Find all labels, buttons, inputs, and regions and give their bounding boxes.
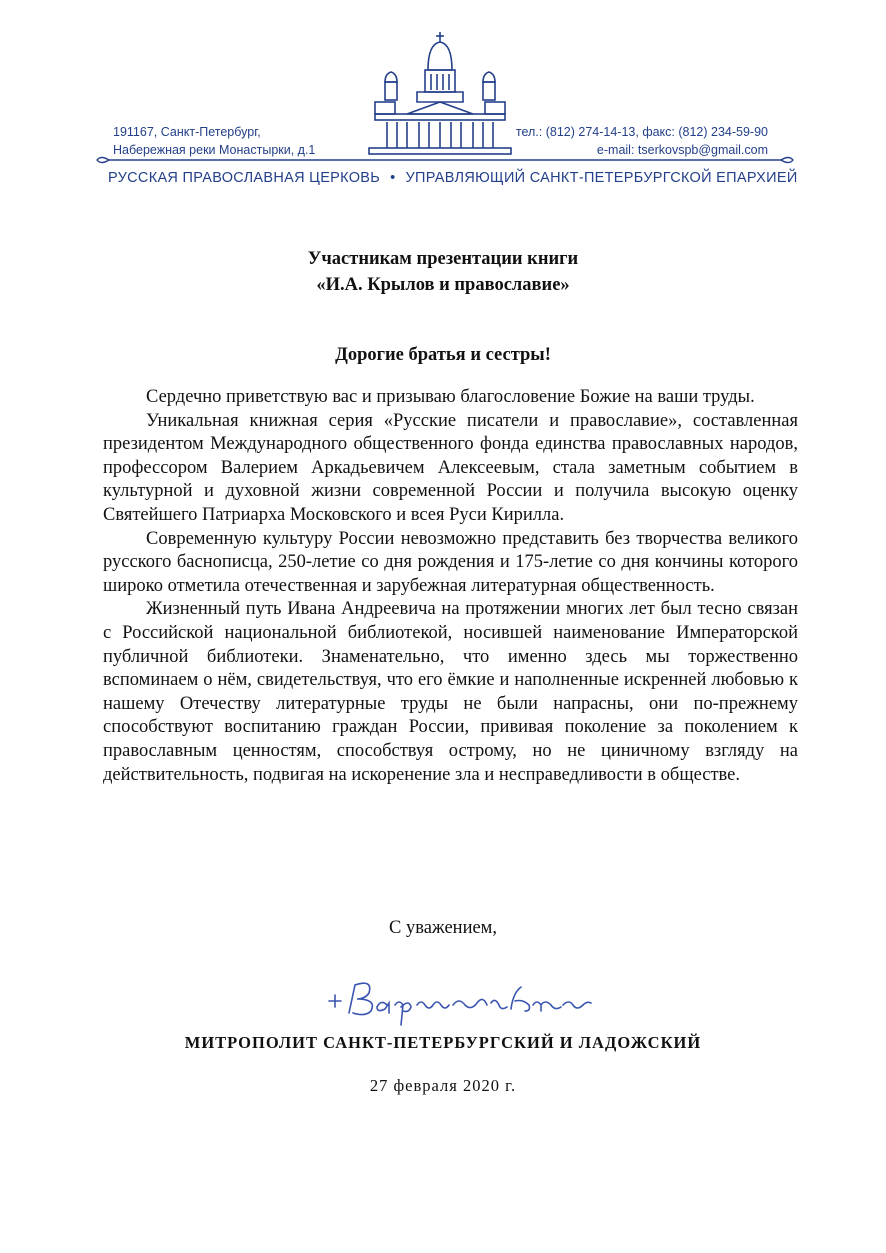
organization-line [108, 170, 798, 186]
letter-title-line-1: Участникам презентации книги [307, 249, 579, 269]
paragraph: Уникальная книжная серия «Русские писатели и православие», составленная президентом Международного общественного фонда единства православных народов, профессором Валерием Аркадьевичем Алексеевым, стала заметным событием в культурной и духовной жизни современной России и получила высокую оценку Святейшего Патриарха Московского и всея Руси Кирилла. [103, 410, 798, 525]
closing: С уважением, [389, 918, 498, 938]
cathedral-emblem-icon [365, 30, 515, 160]
paragraph: Сердечно приветствую вас и призываю благословение Божие на ваши труды. [146, 387, 755, 407]
letter-body [103, 386, 798, 787]
address-line-2: Набережная реки Монастырки, д.1 [113, 143, 316, 157]
org-separator: • [390, 170, 396, 186]
org-church-name: РУССКАЯ ПРАВОСЛАВНАЯ ЦЕРКОВЬ [108, 170, 381, 186]
paragraph: Современную культуру России невозможно представить без творчества великого русского баснописца, 250-летие со дня рождения и 175-летие со дня кончины которого широко отметила отечественная и зарубежная литературная общественность. [103, 528, 798, 596]
paragraph: Жизненный путь Ивана Андреевича на протяжении многих лет был тесно связан с Российской национальной библиотекой, носившей наименование Императорской публичной библиотеки. Знаменательно, что именно здесь мы торжественно вспоминаем о нём, свидетельствуя, что его ёмкие и наполненные искренней любовью к нашему Отечеству литературные труды не были напрасны, они по-прежнему способствуют воспитанию граждан России, прививая поколение за поколением к православным ценностям, способствуя острому, но не циничному взгляду на действительность, подвигая на искоренение зла и несправедливости в обществе. [103, 599, 798, 785]
email-line: e-mail: tserkovspb@gmail.com [596, 143, 768, 157]
phone-fax-line: тел.: (812) 274-14-13, факс: (812) 234-59-90 [515, 125, 768, 139]
ornamental-divider [95, 154, 795, 166]
letter-date: 27 февраля 2020 г. [369, 1076, 517, 1095]
address-line-1: 191167, Санкт-Петербург, [113, 125, 261, 139]
signatory-title: МИТРОПОЛИТ САНКТ-ПЕТЕРБУРГСКИЙ И ЛАДОЖСКИЙ [184, 1033, 702, 1052]
letterhead [0, 0, 886, 200]
org-diocese-name: УПРАВЛЯЮЩИЙ САНКТ-ПЕТЕРБУРГСКОЙ ЕПАРХИЕЙ [405, 170, 798, 186]
handwritten-signature [325, 975, 595, 1030]
letter-title-line-2: «И.А. Крылов и православие» [316, 275, 570, 295]
greeting: Дорогие братья и сестры! [335, 345, 551, 365]
